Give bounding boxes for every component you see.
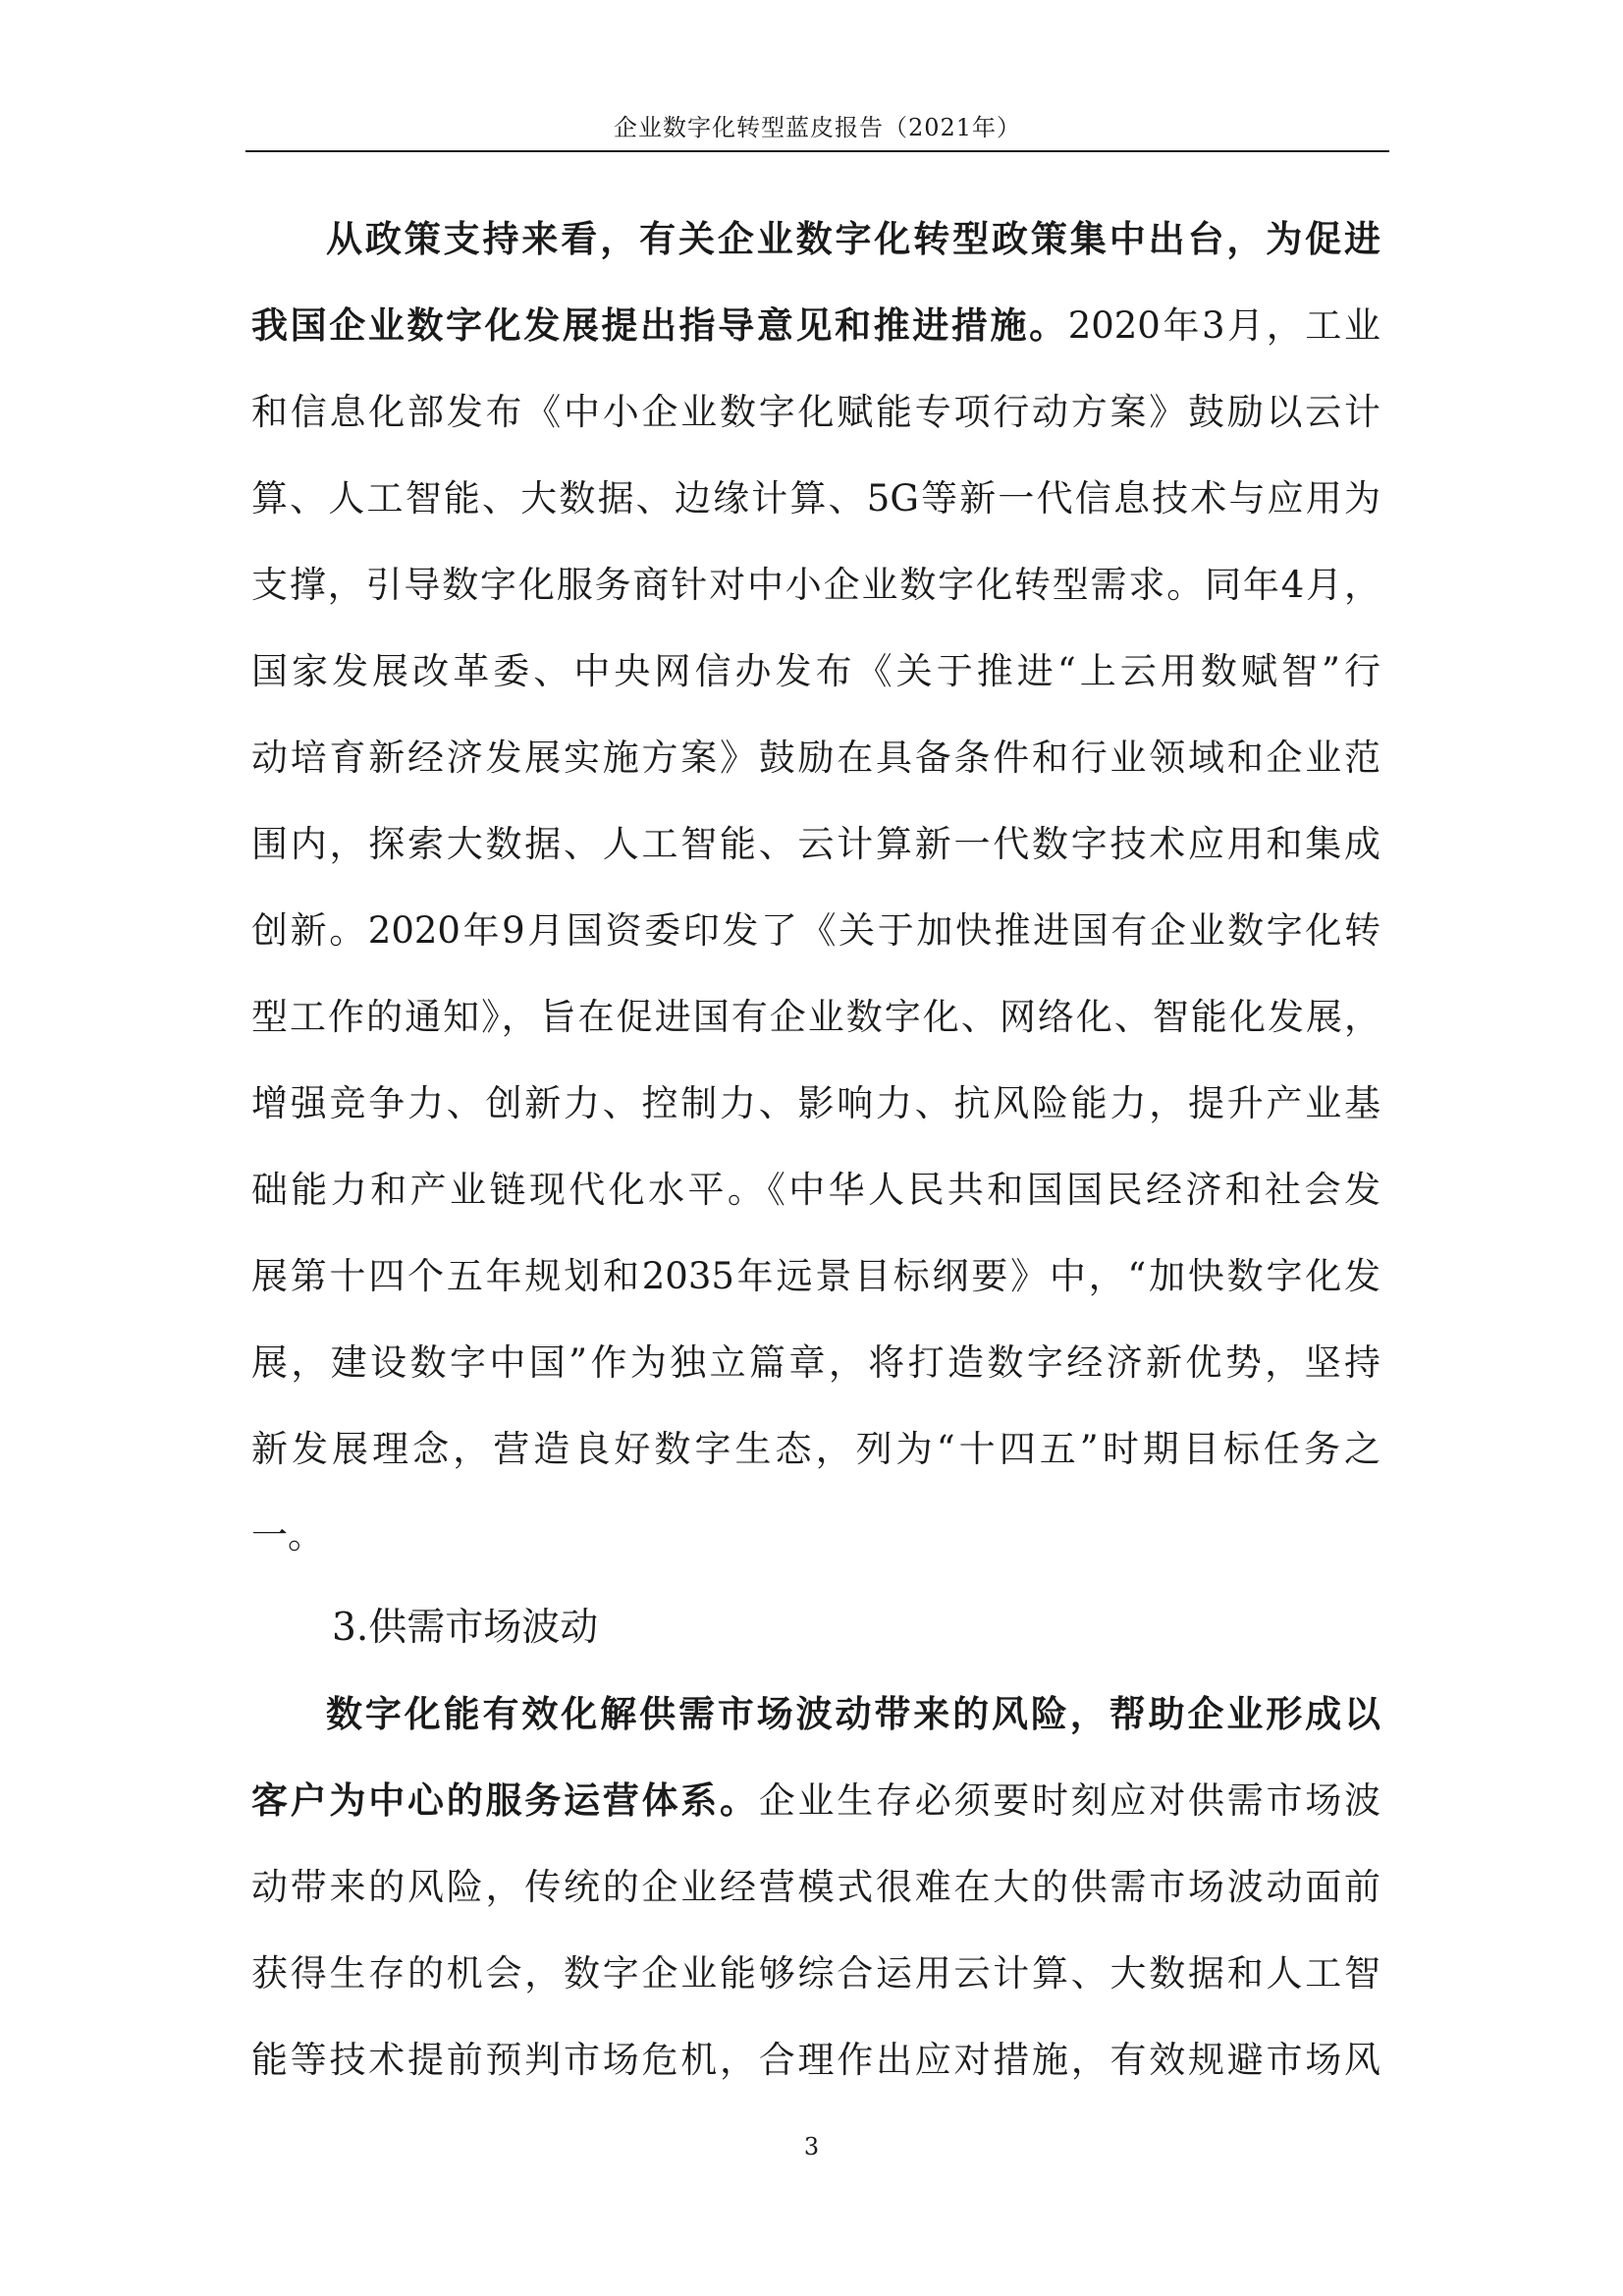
running-header: 企业数字化转型蓝皮报告（2021年）: [613, 114, 1022, 141]
paragraph-line: 获得生存的机会，数字企业能够综合运用云计算、大数据和人工智: [251, 1952, 1380, 1995]
paragraph-line: [251, 196, 1380, 283]
paragraph-policy-support: [251, 196, 1380, 1579]
page-number: 3: [803, 2133, 820, 2160]
header-divider: [245, 150, 1389, 152]
paragraph-line: 展，建设数字中国”作为独立篇章，将打造数字经济新优势，坚持: [251, 1341, 1380, 1384]
paragraph-line: 支撑，引导数字化服务商针对中小企业数字化转型需求。同年4月，: [251, 564, 1380, 606]
paragraph-line: 增强竞争力、创新力、控制力、影响力、抗风险能力，提升产业基: [251, 1082, 1380, 1124]
paragraph-line: 国家发展改革委、中央网信办发布《关于推进“上云用数赋智”行: [251, 650, 1380, 692]
paragraph-line: 新发展理念，营造良好数字生态，列为“十四五”时期目标任务之: [251, 1428, 1380, 1470]
paragraph-line: 和信息化部发布《中小企业数字化赋能专项行动方案》鼓励以云计: [251, 391, 1380, 433]
bold-lead-text: 数字化能有效化解供需市场波动带来的风险，帮助企业形成以: [326, 1693, 1380, 1735]
bold-lead-text: 我国企业数字化发展提出指导意见和推进措施。: [251, 304, 1068, 347]
paragraph-line: 算、人工智能、大数据、边缘计算、5G等新一代信息技术与应用为: [251, 477, 1380, 519]
paragraph-line: 创新。2020年9月国资委印发了《关于加快推进国有企业数字化转: [251, 909, 1380, 952]
paragraph-line: [251, 1671, 1380, 1758]
bold-lead-text: 客户为中心的服务运营体系。: [251, 1779, 759, 1822]
line-text: 企业生存必须要时刻应对供需市场波: [758, 1779, 1380, 1822]
paragraph-line: [251, 1758, 1380, 1844]
bold-lead-text: 从政策支持来看，有关企业数字化转型政策集中出台，为促进: [326, 218, 1380, 260]
paragraph-line: [251, 283, 1380, 369]
paragraph-market-fluctuation: [251, 1671, 1380, 2104]
paragraph-line: 展第十四个五年规划和2035年远景目标纲要》中，“加快数字化发: [251, 1255, 1380, 1297]
line-text: 2020年3月，工业: [1067, 304, 1381, 347]
paragraph-line: 动带来的风险，传统的企业经营模式很难在大的供需市场波动面前: [251, 1866, 1380, 1908]
paragraph-line: 围内，探索大数据、人工智能、云计算新一代数字技术应用和集成: [251, 823, 1380, 865]
section-heading: 3.供需市场波动: [332, 1606, 599, 1650]
paragraph-line: 动培育新经济发展实施方案》鼓励在具备条件和行业领域和企业范: [251, 737, 1380, 779]
paragraph-line: 型工作的通知》，旨在促进国有企业数字化、网络化、智能化发展，: [251, 996, 1380, 1038]
paragraph-line: 一。: [251, 1514, 324, 1557]
paragraph-line: 础能力和产业链现代化水平。《中华人民共和国国民经济和社会发: [251, 1169, 1380, 1211]
paragraph-line: 能等技术提前预判市场危机，合理作出应对措施，有效规避市场风: [251, 2039, 1380, 2081]
